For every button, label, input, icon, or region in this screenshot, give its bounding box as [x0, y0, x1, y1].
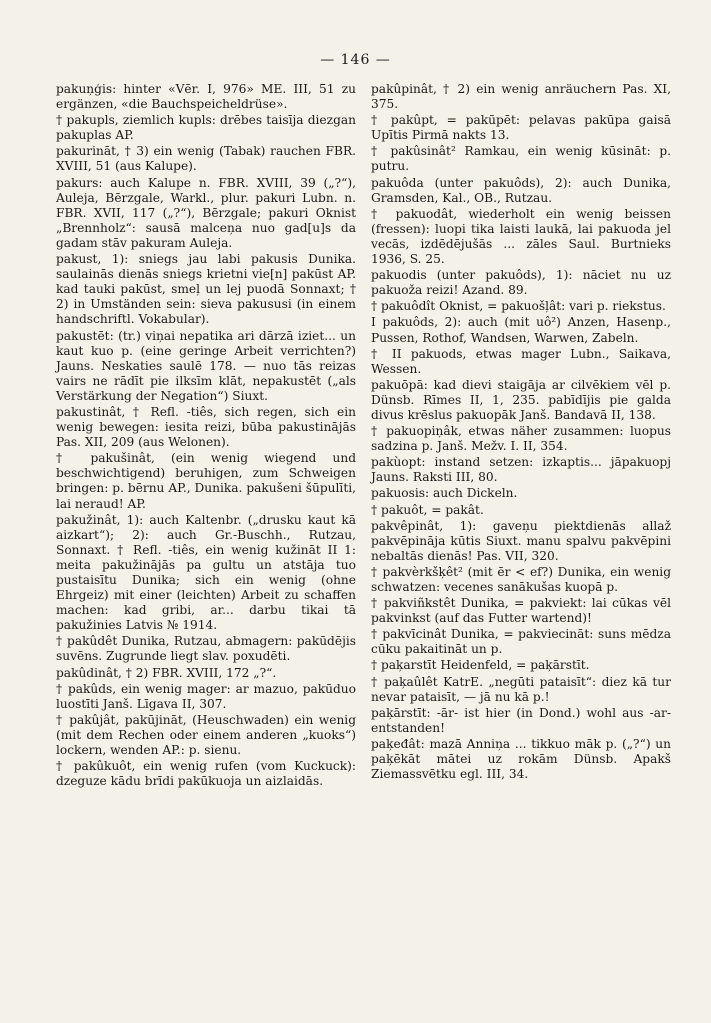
- dictionary-entry: pakurināt, † 3) ein wenig (Tabak) rauchen FBR. XVIII, 51 (aus Kalupe).: [56, 144, 356, 174]
- dictionary-entry: † pakûpt, = pakūpēt: pelavas pakūpa gaisā Upītis Pirmā nakts 13.: [371, 113, 671, 143]
- dictionary-entry: † paķaûlêt KatrE. „negūti pataisīt“: diez kā tur nevar pataisīt, — jā nu kā p.!: [371, 674, 671, 704]
- dictionary-entry: pakuodis (unter pakuôds), 1): nāciet nu uz pakuoža reizi! Azand. 89.: [371, 268, 671, 298]
- dictionary-entry: pakustēt: (tr.) viņai nepatika ari dārzā iziet... un kaut kuo p. (eine geringe Arbeit verrichten?) Jauns. Neskaties saulē 178. — nuo tās reizas vairs ne rādīt pie ilksīm klāt, nepakustēt („als Verstärkung der Negation“) Siuxt.: [56, 328, 356, 403]
- dictionary-entry: pakuosis: auch Dickeln.: [371, 486, 518, 501]
- dictionary-entry: † pakuôdît Oknist, = pakuošļât: vari p. riekstus.: [371, 299, 666, 314]
- dictionary-entry: pakuōpā: kad dievi staigāja ar cilvēkiem vēl p. Dünsb. Rīmes II, 1, 235. pabīdījis pie galda divus krēslus pakuopāk Janš. Bandavā II, 138.: [371, 377, 671, 422]
- dictionary-entry: † II pakuods, etwas mager Lubn., Saikava, Wessen.: [371, 346, 671, 376]
- page-number: — 146 —: [320, 52, 391, 68]
- dictionary-entry: pakuņģis: hinter «Vēr. I, 976» ME. III, 51 zu ergänzen, «die Bauchspeicheldrüse».: [56, 82, 356, 112]
- dictionary-entry: † pakûkuôt, ein wenig rufen (vom Kuckuck): dzeguze kādu brīdi pakūkuoja un aizlaidās.: [56, 759, 356, 789]
- dictionary-entry: paķārstīt: -ār- ist hier (in Dond.) wohl aus -ar- entstanden!: [371, 705, 671, 735]
- dictionary-entry: pakûpinât, † 2) ein wenig anräuchern Pas. XI, 375.: [371, 82, 671, 112]
- dictionary-entry: pakûdinât, † 2) FBR. XVIII, 172 „?“.: [56, 665, 277, 680]
- dictionary-entry: pakuôda (unter pakuôds), 2): auch Dunika, Gramsden, Kal., OB., Rutzau.: [371, 175, 671, 205]
- dictionary-entry: † pakûdêt Dunika, Rutzau, abmagern: pakūdējis suvēns. Zugrunde liegt slav. poxudēti.: [56, 634, 356, 664]
- dictionary-entry: † pakušinât, (ein wenig wiegend und beschwichtigend) beruhigen, zum Schweigen bringen: p. bērnu AP., Dunika. pakušeni šūpulīti, lai neraud! AP.: [56, 451, 356, 511]
- dictionary-entry: † pakûjât, pakūjināt, (Heuschwaden) ein wenig (mit dem Rechen oder einem anderen „kuoks“) lockern, wenden AP.: p. sienu.: [56, 712, 356, 758]
- right-column: [371, 82, 671, 783]
- dictionary-entry: † pakviñkstêt Dunika, = pakviekt: lai cūkas vēl pakvinkst (auf das Futter wartend)!: [371, 596, 671, 626]
- dictionary-entry: † pakvèrkšķêt² (mit ēr < ef?) Dunika, ein wenig schwatzen: vecenes sanākušas kuopā p.: [371, 564, 671, 594]
- dictionary-entry: † pakuôt, = pakât.: [371, 502, 484, 517]
- dictionary-entry: † pakupls, ziemlich kupls: drēbes taisīja diezgan pakuplas AP.: [56, 113, 356, 143]
- left-column: [56, 82, 356, 790]
- dictionary-entry: † pakvīcinât Dunika, = pakviecināt: suns mēdza cūku pakaitināt un p.: [371, 627, 671, 657]
- dictionary-entry: pakurs: auch Kalupe n. FBR. XVIII, 39 („?“), Auleja, Bērzgale, Warkl., plur. pakuri Lubn. n. FBR. XVII, 117 („?“), Bērzgale; pakuri Oknist „Brennholz“: sausā malceņa nuo gad[u]s da gadam stāv pakuram Auleja.: [56, 175, 356, 250]
- dictionary-entry: † pakûsinât² Ramkau, ein wenig kūsināt: p. putru.: [371, 144, 671, 174]
- dictionary-entry: pakvêpinât, 1): gaveņu piektdienās allaž pakvēpināja kūtis Siuxt. manu spalvu pakvēpini nebaltās dienās! Pas. VII, 320.: [371, 518, 671, 563]
- dictionary-entry: I pakuôds, 2): auch (mit uô²) Anzen, Hasenp., Pussen, Rothof, Wandsen, Warwen, Zabeln.: [371, 315, 671, 345]
- dictionary-entry: † pakuopiņâk, etwas näher zusammen: luopus sadzina p. Janš. Mežv. I. II, 354.: [371, 424, 671, 454]
- dictionary-entry: pakùopt: instand setzen: izkaptis... jāpakuopj Jauns. Raksti III, 80.: [371, 455, 671, 485]
- dictionary-entry: † pakûds, ein wenig mager: ar mazuo, pakūduo luostīti Janš. Līgava II, 307.: [56, 681, 356, 711]
- dictionary-entry: † pakuodât, wiederholt ein wenig beissen (fressen): luopi tika laisti laukā, lai pakuoda jel vecās, izdēdējušās ... zāles Saul. Burtnieks 1936, S. 25.: [371, 206, 671, 267]
- dictionary-entry: pakustinât, † Refl. -tiês, sich regen, sich ein wenig bewegen: iesita reizi, būba pakustinājās Pas. XII, 209 (aus Welonen).: [56, 404, 356, 450]
- dictionary-entry: paķeđât: mazā Anniņa ... tikkuo māk p. („?“) un paķēkāt mātei uz rokām Dünsb. Apakš Ziemassvētku egl. III, 34.: [371, 736, 671, 782]
- dictionary-entry: pakužinât, 1): auch Kaltenbr. („drusku kaut kā aizkart“); 2): auch Gr.-Buschh., Rutzau, Sonnaxt. † Refl. -tiês, ein wenig kužināt II 1: meita pakužinājās pa gultu un atstāja tuo pustaisītu Dunika; sich ein wenig (ohne Ehrgeiz) mit einer (leichten) Arbeit zu schaffen machen: kad gribi, ar... darbu tikai tā pakužinies Latvis № 1914.: [56, 512, 356, 633]
- dictionary-entry: † paķarstīt Heidenfeld, = paķārstīt.: [371, 658, 590, 673]
- dictionary-entry: pakust, 1): sniegs jau labi pakusis Dunika. saulainās dienās sniegs krietni vie[n] pakūst AP. kad tauki pakūst, smeļ un lej puodā Sonnaxt; † 2) in Umständen sein: sieva pakususi (in einem handschriftl. Vokabular).: [56, 252, 356, 327]
